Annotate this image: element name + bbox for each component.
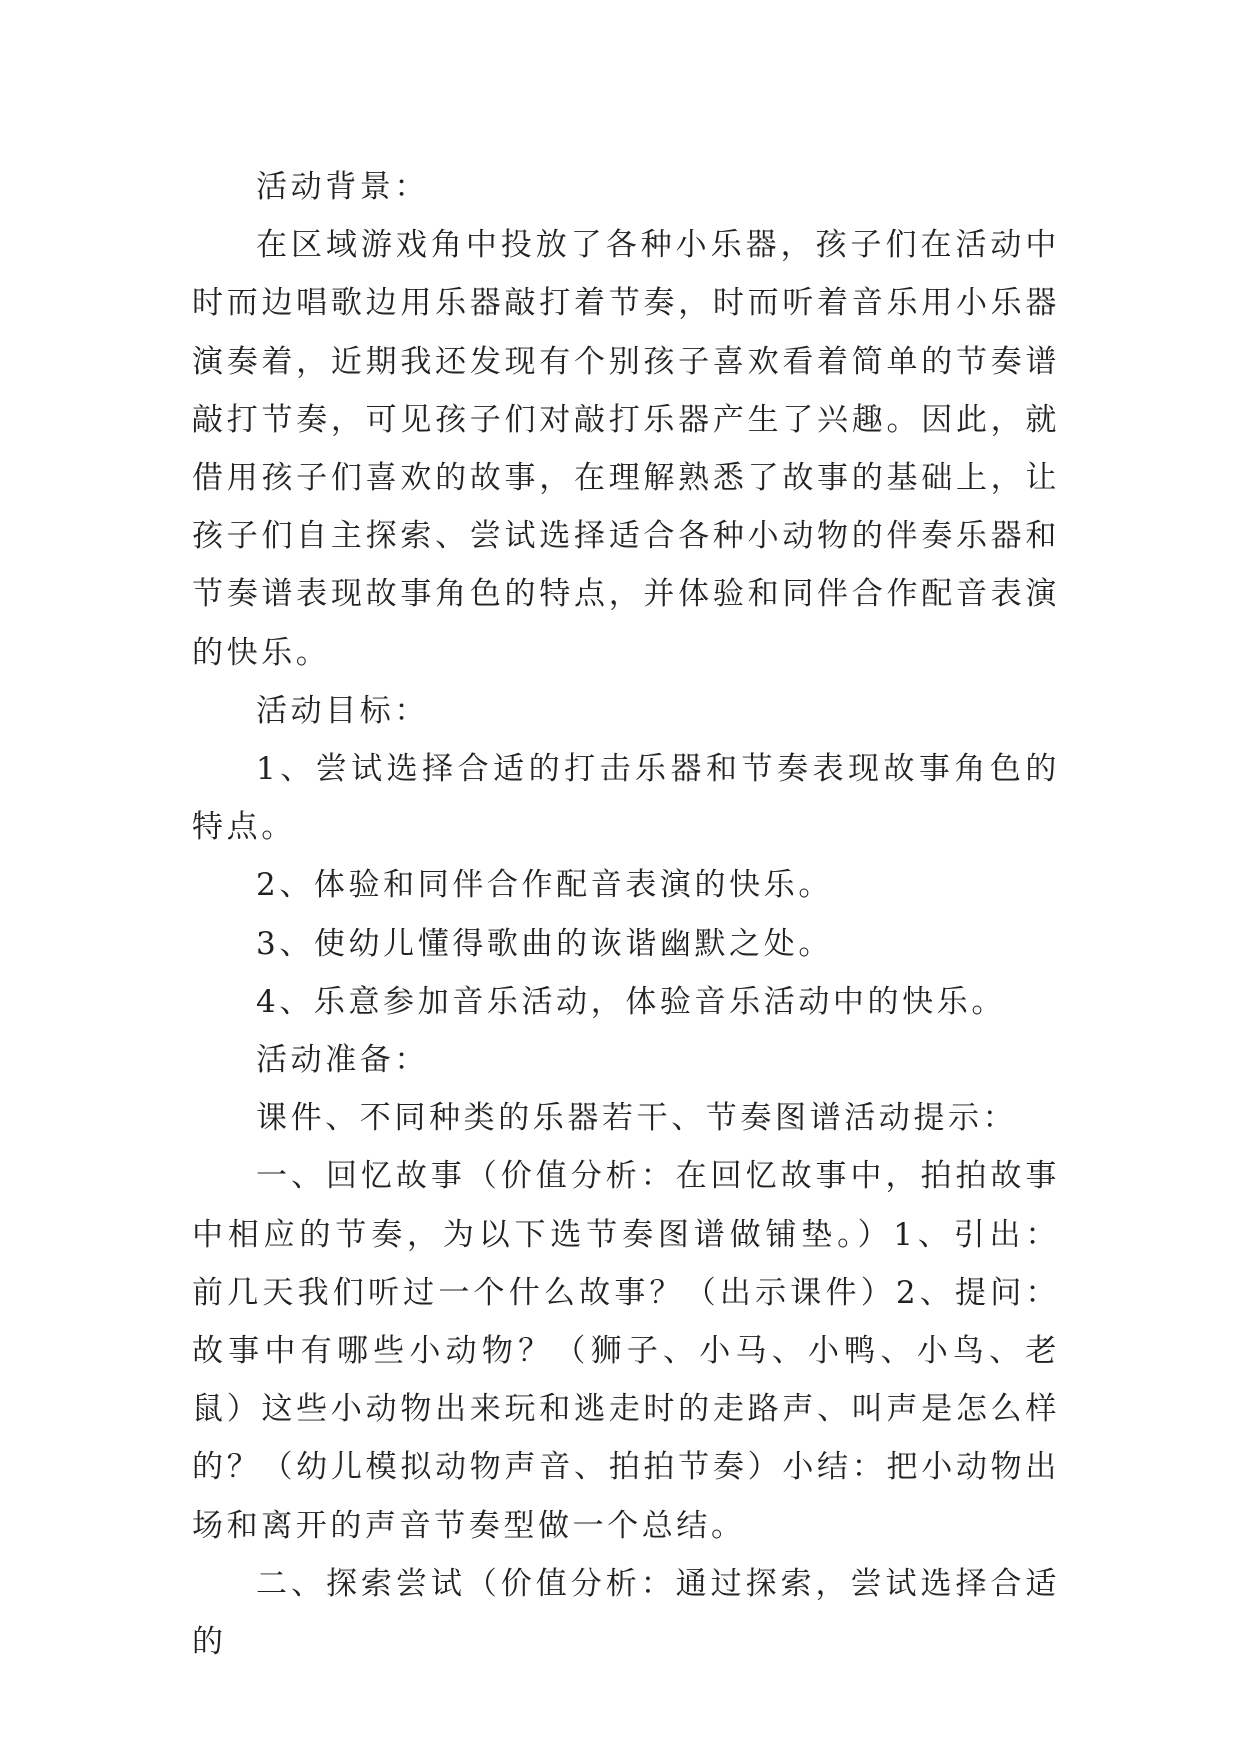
paragraph-step-2: 二、探索尝试（价值分析：通过探索，尝试选择合适的 xyxy=(192,1565,1060,1661)
goal-item-2: 2、体验和同伴合作配音表演的快乐。 xyxy=(256,867,833,904)
paragraph-background: 在区域游戏角中投放了各种小乐器，孩子们在活动中时而边唱歌边用乐器敲打着节奏，时而听着音乐用小乐器演奏着，近期我还发现有个别孩子喜欢看着简单的节奏谱敲打节奏，可见孩子们对敲打乐器产生了兴趣。因此，就借用孩子们喜欢的故事，在理解熟悉了故事的基础上，让孩子们自主探索、尝试选择适合各种小动物的伴奏乐器和节奏谱表现故事角色的特点，并体验和同伴合作配音表演的快乐。 xyxy=(192,227,1060,671)
goal-item-3: 3、使幼儿懂得歌曲的诙谐幽默之处。 xyxy=(256,925,833,962)
heading-activity-background: 活动背景： xyxy=(256,169,429,205)
goal-item-1: 1、尝试选择合适的打击乐器和节奏表现故事角色的特点。 xyxy=(192,751,1060,846)
document-body xyxy=(192,158,1060,1671)
paragraph-preparation: 课件、不同种类的乐器若干、节奏图谱活动提示： xyxy=(256,1100,1018,1137)
goal-item-4: 4、乐意参加音乐活动，体验音乐活动中的快乐。 xyxy=(256,983,1006,1020)
paragraph-step-1: 一、回忆故事（价值分析：在回忆故事中，拍拍故事中相应的节奏，为以下选节奏图谱做铺垫。）1、引出：前几天我们听过一个什么故事？（出示课件）2、提问：故事中有哪些小动物？（狮子、小马、小鸭、小鸟、老鼠）这些小动物出来玩和逃走时的走路声、叫声是怎么样的？（幼儿模拟动物声音、拍拍节奏）小结：把小动物出场和离开的声音节奏型做一个总结。 xyxy=(192,1158,1060,1544)
heading-activity-goals: 活动目标： xyxy=(256,692,429,729)
heading-activity-preparation: 活动准备： xyxy=(256,1042,429,1079)
